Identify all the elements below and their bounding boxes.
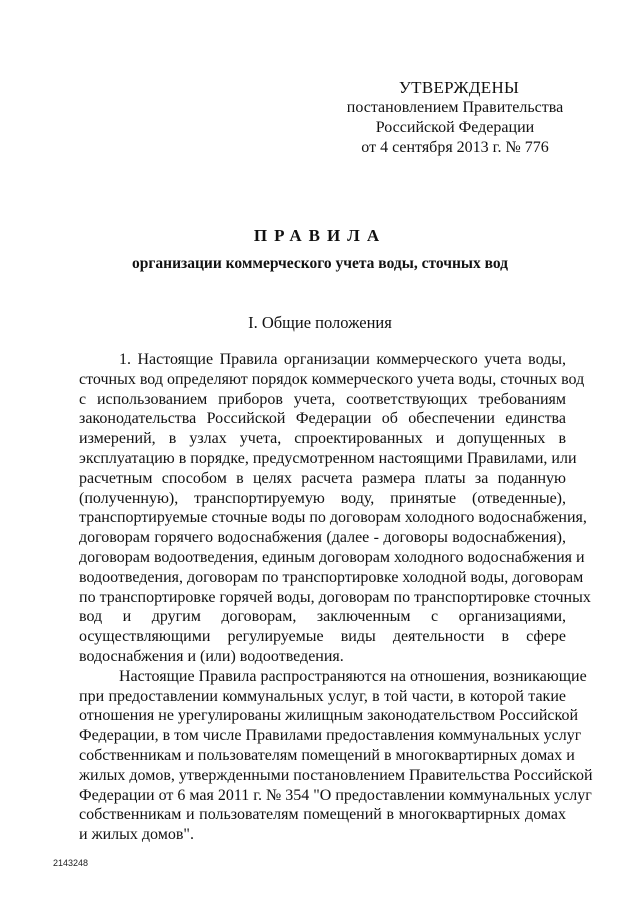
text-line: расчетным способом в целях расчета размера платы за поданную bbox=[79, 469, 566, 487]
text-line: жилых домов, утвержденными постановлением Правительства Российской bbox=[79, 766, 593, 784]
text-line: сточных вод определяют порядок коммерческого учета воды, сточных вод bbox=[79, 370, 585, 388]
paragraph-1 bbox=[79, 350, 591, 667]
text-line: измерений, в узлах учета, спроектированных и допущенных в bbox=[79, 430, 566, 448]
paragraph-2 bbox=[79, 667, 593, 845]
text-line: водоснабжения и (или) водоотведения. bbox=[79, 647, 344, 665]
text-line: по транспортировке горячей воды, договорам по транспортировке сточных bbox=[79, 588, 591, 606]
text-line: при предоставлении коммунальных услуг, в той части, в которой такие bbox=[79, 687, 566, 705]
text-line: с использованием приборов учета, соответствующих требованиям bbox=[79, 390, 566, 408]
text-line: законодательства Российской Федерации об обеспечении единства bbox=[79, 410, 566, 428]
approval-heading: УТВЕРЖДЕНЫ bbox=[398, 78, 520, 97]
text-line: осуществляющими регулируемые виды деятельности в сфере bbox=[79, 628, 566, 646]
text-line: эксплуатацию в порядке, предусмотренном настоящими Правилами, или bbox=[79, 449, 577, 467]
text-line: собственникам и пользователям помещений в многоквартирных домах bbox=[79, 806, 566, 824]
document-title: ПРАВИЛА bbox=[253, 226, 387, 245]
approval-line-3: от 4 сентября 2013 г. № 776 bbox=[361, 139, 549, 156]
text-line: отношения не урегулированы жилищным законодательством Российской bbox=[79, 707, 578, 725]
text-line: собственникам и пользователям помещений в многоквартирных домах и bbox=[79, 746, 575, 764]
approval-line-2: Российской Федерации bbox=[375, 119, 535, 136]
document-number: 2143248 bbox=[53, 858, 89, 868]
text-line: Федерации, в том числе Правилами предоставления коммунальных услуг bbox=[79, 727, 582, 745]
text-line: вод и другим договорам, заключенным с организациями, bbox=[79, 608, 566, 626]
approval-stamp bbox=[330, 78, 580, 158]
document-subtitle: организации коммерческого учета воды, сточных вод bbox=[131, 255, 509, 272]
text-line: Федерации от 6 мая 2011 г. № 354 "О предоставлении коммунальных услуг bbox=[79, 786, 592, 804]
text-line: 1. Настоящие Правила организации коммерческого учета воды, bbox=[119, 351, 566, 368]
section-heading: I. Общие положения bbox=[248, 313, 392, 332]
text-line: договорам водоотведения, единым договорам холодного водоснабжения и bbox=[79, 548, 585, 566]
document-body bbox=[79, 350, 593, 845]
approval-line-1: постановлением Правительства bbox=[346, 99, 564, 116]
text-line: (полученную), транспортируемую воду, принятые (отведенные), bbox=[79, 489, 566, 507]
text-line: и жилых домов". bbox=[79, 826, 194, 844]
text-line: транспортируемые сточные воды по договорам холодного водоснабжения, bbox=[79, 509, 587, 527]
text-line: водоотведения, договорам по транспортировке холодной воды, договорам bbox=[79, 568, 584, 586]
text-line: Настоящие Правила распространяются на отношения, возникающие bbox=[119, 667, 587, 685]
text-line: договорам горячего водоснабжения (далее - договоры водоснабжения), bbox=[79, 529, 566, 547]
